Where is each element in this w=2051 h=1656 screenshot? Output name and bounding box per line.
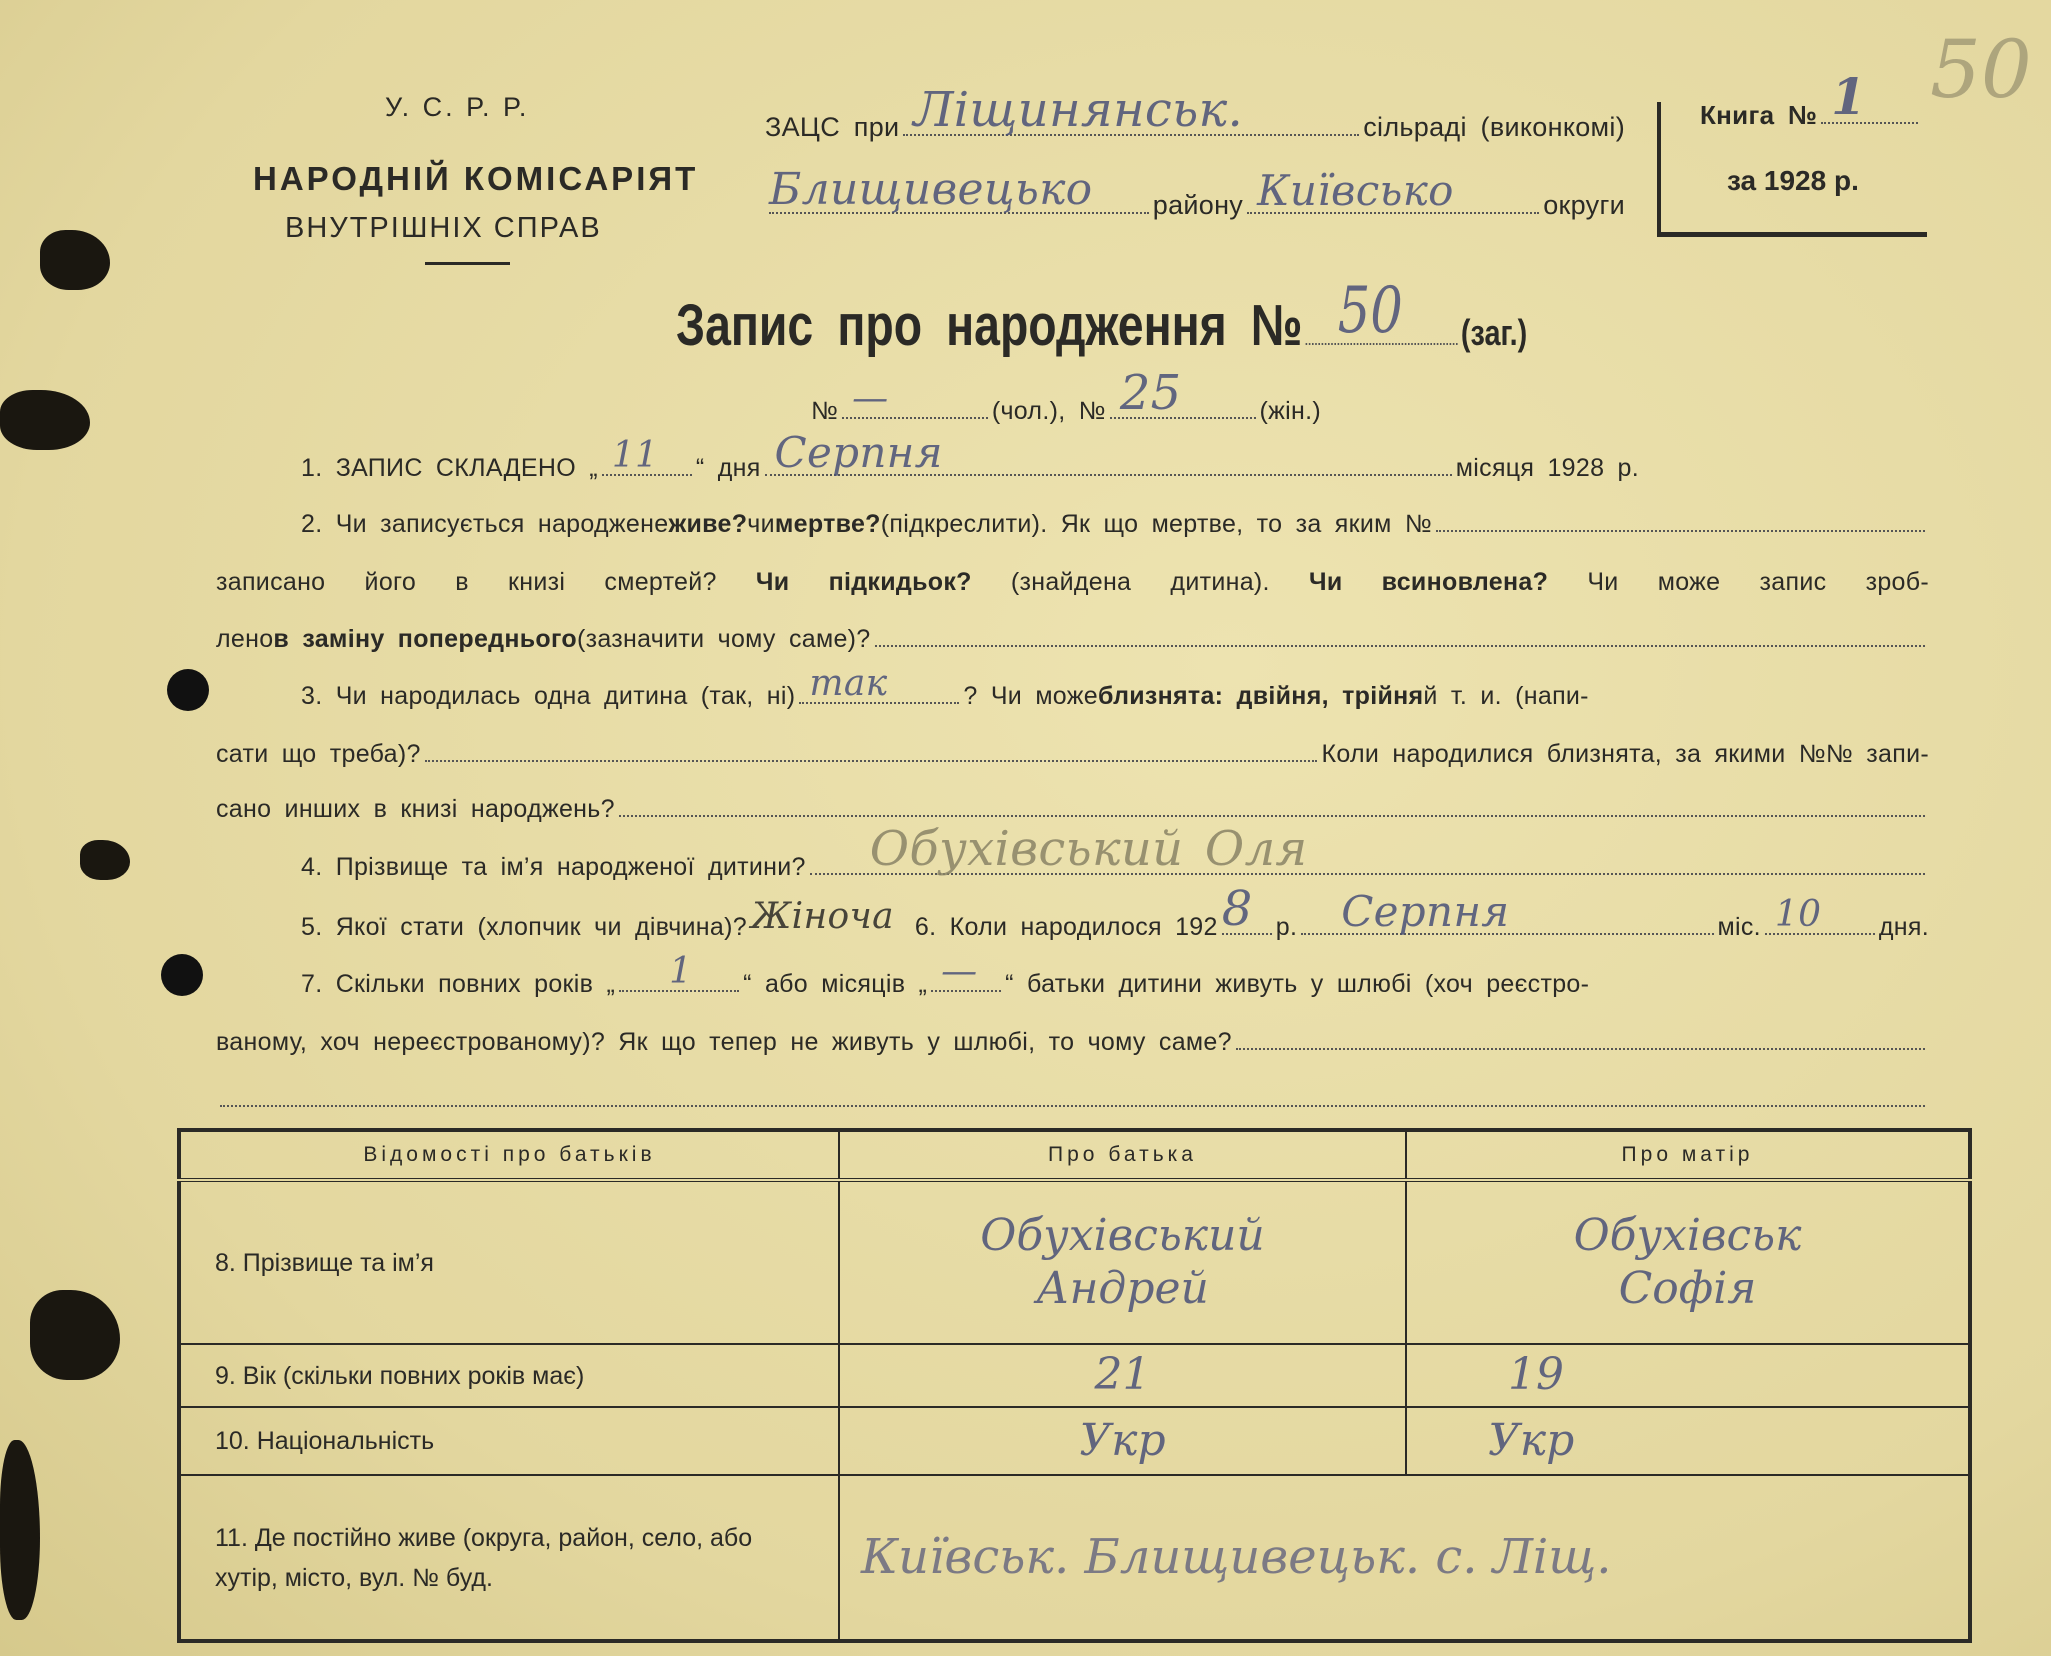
book-year-label: за 1928 р. [1727,165,1859,196]
village-council-field [903,82,1359,138]
department-label: ВНУТРІШНІХ СПРАВ [285,212,602,244]
birth-day-field [1765,894,1875,935]
item-6-text: міс. [1717,913,1761,941]
title-text: Запис про народження № [676,293,1303,358]
birth-year-value: 8 [1221,881,1253,937]
record-number-field [1306,274,1458,348]
table-header-row [179,1130,1970,1180]
birth-year-field [1221,881,1272,937]
item-1-text: “ дня [695,454,761,482]
male-number-field [842,378,988,419]
table-row-nationality [179,1407,1970,1475]
item-3-bold: близнята: двійня, трійня [1097,682,1424,710]
row-label: 10. Національність [179,1407,839,1475]
village-council-label: сільраді (виконкомі) [1363,112,1625,142]
record-number-value: 50 [1337,274,1403,348]
mother-name-cell [1406,1180,1970,1344]
marriage-years-value: 1 [669,951,693,992]
father-surname: Обухівський [980,1209,1265,1261]
father-first-name: Андрей [1036,1262,1209,1314]
item-2-end [216,623,1929,654]
item-7-text: ваному, хоч нереєстрованому)? Як що тепер не живуть у шлюбі, то чому саме? [216,1028,1232,1056]
item-7-text: “ або місяців „ [743,970,928,998]
item-1 [301,428,1639,483]
father-nationality: Укр [1079,1414,1166,1466]
item-2-text: лено [216,625,274,653]
item-7-continued [216,1026,1929,1057]
record-month-field [765,428,1452,477]
okruha-value: Київсько [1257,166,1454,215]
item-2-text: чи [747,510,775,538]
record-title [676,274,1528,359]
residence-value: Київськ. Блищивецьк. с. Ліщ. [861,1528,1612,1585]
title-suffix: (заг.) [1460,312,1528,353]
item-5-text: 5. Якої стати (хлопчик чи дівчина)? [301,913,747,941]
item-2-text: (зазначити чому саме)? [576,625,871,653]
item-7 [301,951,1929,999]
divider [425,262,510,265]
twins-numbers-field [619,793,1925,817]
female-number-field [1110,365,1256,421]
item-2-text: 2. Чи записується народжене [301,510,669,538]
residence-cell [839,1475,1970,1641]
row-label: 8. Прізвище та ім’я [179,1180,839,1344]
item-3-text: ? Чи може [963,682,1098,710]
father-age-cell [839,1344,1406,1407]
item-3-text: сати що треба)? [216,740,421,768]
item-2-bold: в заміну попереднього [273,625,577,653]
marriage-months-field [931,951,1001,992]
child-sex-value: Жіноча [750,896,894,937]
female-label: (жін.) [1259,397,1321,425]
mother-age: 19 [1508,1349,1564,1401]
child-name-value: Обухівський Оля [869,821,1308,877]
item-6-text: дня. [1878,913,1929,941]
item-4-text: 4. Прізвище та ім’я народженої дитини? [301,853,806,881]
item-2-bold: мертве? [774,510,881,538]
separation-reason-field [1236,1026,1925,1050]
header-mother: Про матір [1406,1130,1970,1180]
table-row-age [179,1344,1970,1407]
mother-surname: Обухівськ [1573,1209,1802,1261]
marriage-years-field [619,951,739,992]
item-4 [301,821,1929,882]
item-2-text: (підкреслити). Як що мертве, то за яким № [880,510,1432,538]
item-1-text: місяця 1928 р. [1455,454,1639,482]
district-line [765,164,1625,221]
father-nationality-cell [839,1407,1406,1475]
father-name-cell [839,1180,1406,1344]
male-label: (чол.), № [991,397,1106,425]
father-age: 21 [1094,1349,1151,1401]
record-month-value: Серпня [774,428,943,477]
number-sign: № [811,397,839,425]
single-child-field [799,663,959,704]
birth-month-value: Серпня [1341,887,1510,936]
item-3-end [216,793,1929,824]
punch-hole [167,669,209,711]
mother-age-cell [1406,1344,1970,1407]
punch-hole [161,954,203,996]
table-row-residence [179,1475,1970,1641]
male-number-value: — [852,378,889,419]
state-label: У. С. Р. Р. [385,92,530,122]
marriage-months-value: — [941,951,978,992]
item-3-continued [216,738,1929,769]
item-2-text: записано його в книзі смертей? [216,568,756,596]
item-3-text: сано инших в книзі народжень? [216,795,615,823]
parents-table [177,1128,1972,1643]
record-day-value: 11 [611,435,659,476]
mother-nationality-cell [1406,1407,1970,1475]
commissariat-label: НАРОДНІЙ КОМІСАРІЯТ [253,160,699,197]
replacement-reason-field [875,623,1926,647]
birth-month-field [1301,887,1713,936]
item-6-text: 6. Коли народилося 192 [914,913,1218,941]
book-side-number: 50 [1930,23,2032,116]
header-father: Про батька [839,1130,1406,1180]
child-sex-field [750,896,911,937]
row-label: 11. Де постійно живе (округа, район, село, або хутір, місто, вул. № буд. [179,1475,839,1641]
item-2-continued [216,568,1929,597]
zags-line [765,82,1625,143]
item-2-bold: Чи всиновлена? [1308,568,1549,596]
mother-nationality: Укр [1488,1414,1575,1466]
item-3-text: 3. Чи народилась одна дитина (так, ні) [301,682,796,710]
item-7-text: “ батьки дитини живуть у шлюбі (хоч реєстро- [1005,970,1590,998]
item-3-text: й т. и. (напи- [1423,682,1589,710]
item-2-bold: живе? [668,510,748,538]
single-child-value: так [809,663,888,704]
item-2-text: (знайдена дитина). [971,568,1309,596]
separation-reason-extra-field [220,1083,1925,1107]
book-number-field [1821,67,1918,126]
book-number-line [1700,67,1922,131]
item-6-text: р. [1275,913,1298,941]
item-1-text: 1. ЗАПИС СКЛАДЕНО „ [301,454,598,482]
death-book-number-field [1436,508,1925,532]
book-number-value: 1 [1831,67,1867,126]
village-council-value: Ліщинянськ. [913,82,1244,138]
subnumber-line [811,365,1321,426]
item-3-text: Коли народилися близнята, за якими №№ запи- [1321,740,1929,768]
zags-prefix: ЗАЦС при [765,112,900,142]
female-number-value: 25 [1119,365,1182,421]
record-day-field [602,435,692,476]
item-3 [301,663,1929,711]
item-2-bold: Чи підкидьок? [755,568,972,596]
twins-field [425,738,1318,762]
child-name-field [810,821,1925,877]
header-info: Відомості про батьків [179,1130,839,1180]
row-label: 9. Вік (скільки повних років має) [179,1344,839,1407]
okruha-label: округи [1543,190,1625,220]
birth-day-value: 10 [1774,894,1822,935]
district-value: Блищивецько [769,164,1093,215]
okruha-field [1247,166,1539,215]
mother-first-name: Софія [1618,1262,1757,1314]
item-2 [301,508,1929,539]
district-label: району [1152,190,1244,220]
book-label: Книга № [1700,100,1818,130]
burn-damage [80,840,130,880]
item-7-extra-line [216,1083,1929,1107]
item-2-text: Чи може запис зроб- [1548,568,1929,596]
item-7-text: 7. Скільки повних років „ [301,970,616,998]
item-5-6 [301,881,1929,942]
table-row-name [179,1180,1970,1344]
district-field [769,164,1149,215]
